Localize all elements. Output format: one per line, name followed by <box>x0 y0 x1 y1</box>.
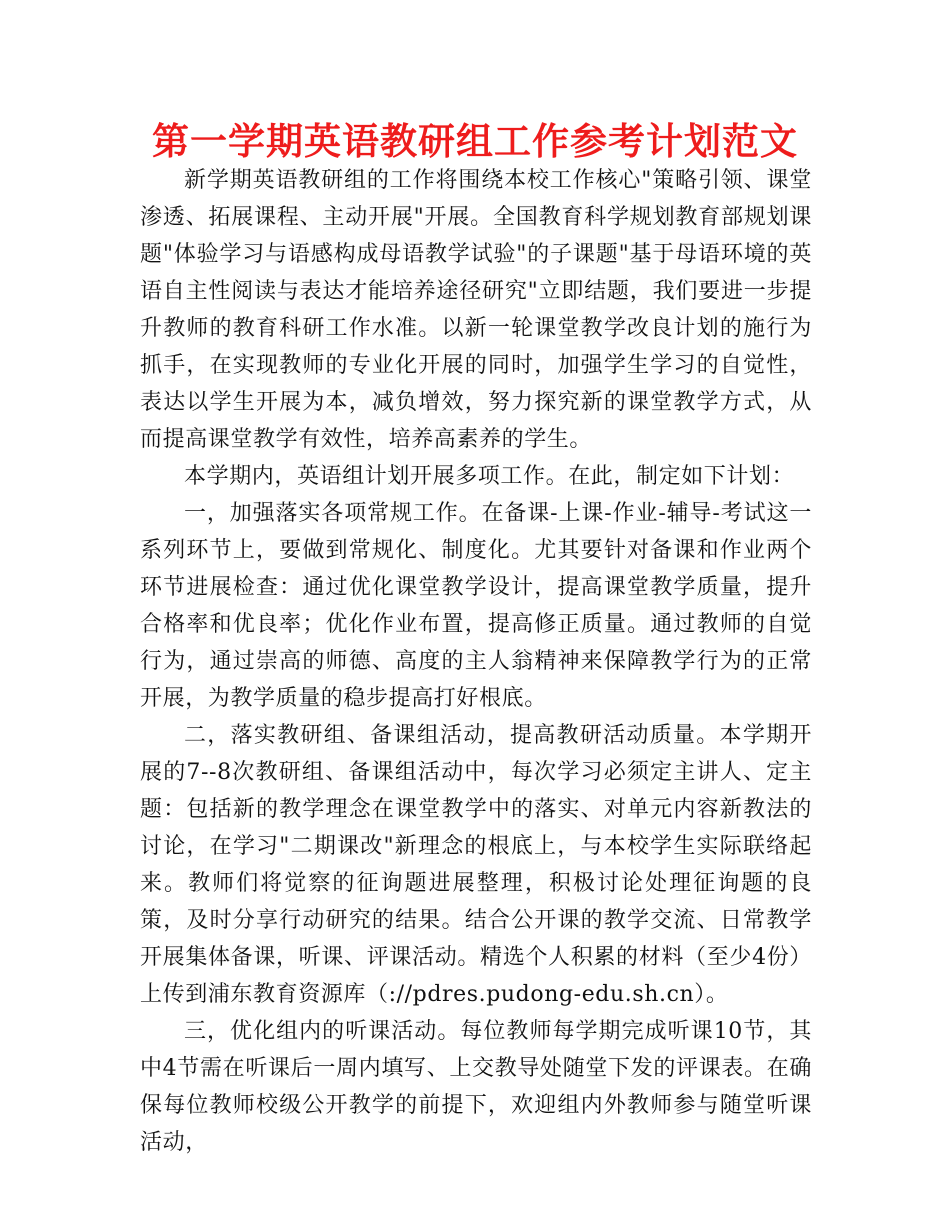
paragraph-intro: 新学期英语教研组的工作将围绕本校工作核心"策略引领、课堂渗透、拓展课程、主动开展"开展。全国教育科学规划教育部规划课题"体验学习与语感构成母语教学试验"的子课题"基于母语环境的英语自主性阅读与表达才能培养途径研究"立即结题，我们要进一步提升教师的教育科研工作水准。以新一轮课堂教学改良计划的施行为抓手，在实现教师的专业化开展的同时，加强学生学习的自觉性，表达以学生开展为本，减负增效，努力探究新的课堂教学方式，从而提高课堂教学有效性，培养高素养的学生。 <box>140 168 812 452</box>
paragraph-item-2: 二，落实教研组、备课组活动，提高教研活动质量。本学期开展的7--8次教研组、备课组活动中，每次学习必须定主讲人、定主题：包括新的教学理念在课堂教学中的落实、对单元内容新教法的讨论，在学习"二期课改"新理念的根底上，与本校学生实际联络起来。教师们将觉察的征询题进展整理，积极讨论处理征询题的良策，及时分享行动研究的结果。结合公开课的教学交流、日常教学开展集体备课，听课、评课活动。精选个人积累的材料（至少4份）上传到浦东教育资源库（://pdres.pudong-edu.sh.cn）。 <box>140 723 812 1007</box>
document-body <box>140 162 812 1161</box>
paragraph-item-1: 一，加强落实各项常规工作。在备课-上课-作业-辅导-考试这一系列环节上，要做到常规化、制度化。尤其要针对备课和作业两个环节进展检查：通过优化课堂教学设计，提高课堂教学质量，提升合格率和优良率；优化作业布置，提高修正质量。通过教师的自觉行为，通过崇高的师德、高度的主人翁精神来保障教学行为的正常开展，为教学质量的稳步提高打好根底。 <box>140 501 812 711</box>
paragraph-plan-overview: 本学期内，英语组计划开展多项工作。在此，制定如下计划： <box>184 464 795 489</box>
paragraph-item-3: 三，优化组内的听课活动。每位教师每学期完成听课10节，其中4节需在听课后一周内填写、上交教导处随堂下发的评课表。在确保每位教师校级公开教学的前提下，欢迎组内外教师参与随堂听课活动， <box>140 1019 812 1155</box>
document-title: 第一学期英语教研组工作参考计划范文 <box>152 120 798 163</box>
